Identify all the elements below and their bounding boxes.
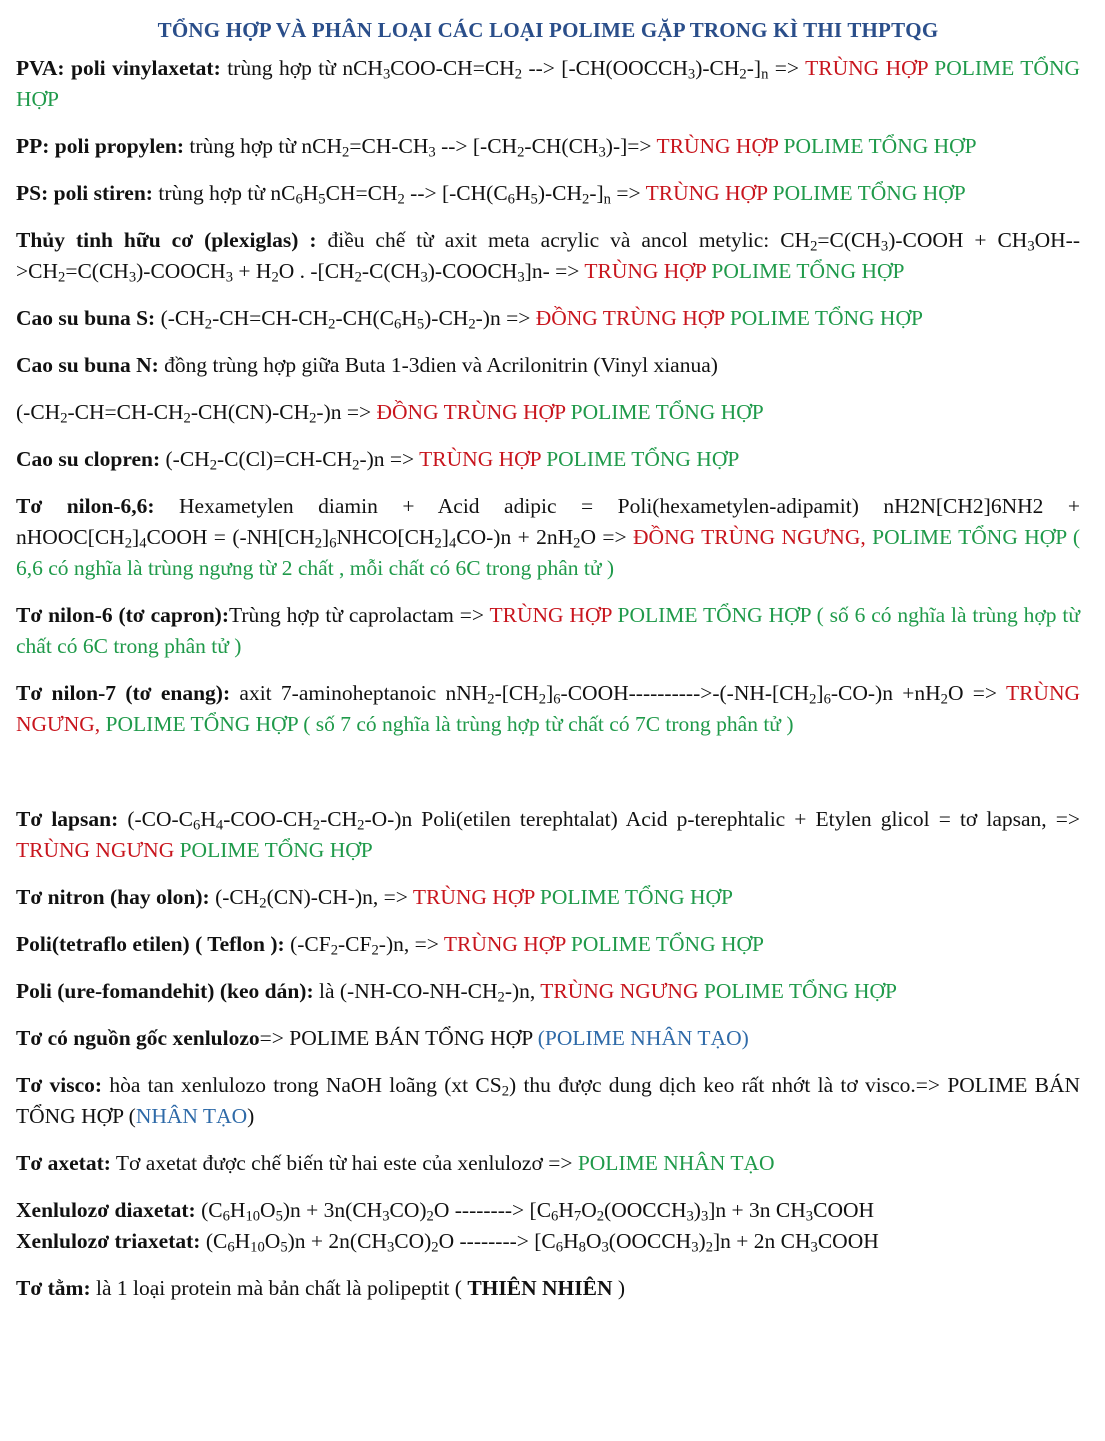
entry-name: Tơ tằm:	[16, 1276, 91, 1300]
entry-name: Tơ lapsan:	[16, 807, 119, 831]
polymer-class: POLIME TỔNG HỢP	[565, 400, 764, 424]
polymer-class: POLIME TỔNG HỢP	[16, 56, 1081, 111]
polymerization-type: TRÙNG HỢP	[412, 885, 535, 909]
entry-pva: PVA: poli vinylaxetat: trùng hợp từ $nCH_3COO-CH=CH_2$ --> $[-CH(OOCCH_3)-CH_2-]_n$ => TRÙNG HỢP POLIME TỔNG HỢP	[16, 56, 1081, 111]
entry-name: Poli(tetraflo etilen) ( Teflon ):	[16, 932, 285, 956]
entry-name: Xenlulozơ triaxetat:	[16, 1229, 201, 1253]
polymer-class: POLIME TỔNG HỢP	[778, 134, 977, 158]
entry-name: Tơ nilon-7 (tơ enang):	[16, 681, 231, 705]
entry-name: Cao su clopren:	[16, 447, 161, 471]
entry-to-tam: Tơ tằm: là 1 loại protein mà bản chất là polipeptit ( THIÊN NHIÊN )	[16, 1276, 626, 1300]
polymer-class: POLIME TỔNG HỢP	[698, 979, 897, 1003]
entry-triaxetat: Xenlulozơ triaxetat: $(C_6H_{10}O_5)n + 2n(CH_3CO)_2O$ --------> $[C_6H_8O_3(OOCCH_3)_2]n + 2n$ $CH_3COOH$	[16, 1229, 879, 1256]
polymer-class: POLIME TỔNG HỢP	[174, 838, 373, 862]
entry-visco: Tơ visco: hòa tan xenlulozo trong NaOH loãng (xt $CS_2$) thu được dung dịch keo rất nhớt là tơ visco.=> POLIME BÁN TỔNG HỢP (NHÂN TẠO)	[16, 1073, 1080, 1128]
polymerization-type: ĐỒNG TRÙNG HỢP	[535, 306, 725, 330]
polymerization-type: TRÙNG NGƯNG	[540, 979, 699, 1003]
entry-ure-fomandehit: Poli (ure-fomandehit) (keo dán): là $(-NH-CO-NH-CH_2-)n$, TRÙNG NGƯNG POLIME TỔNG HỢP	[16, 979, 897, 1006]
entry-name: Xenlulozơ diaxetat:	[16, 1198, 196, 1222]
polymer-class: THIÊN NHIÊN	[467, 1276, 613, 1300]
polymer-class: POLIME TỔNG HỢP ( số 7 có nghĩa là trùng hợp từ chất có 7C trong phân tử )	[100, 712, 794, 736]
entry-name: Tơ nitron (hay olon):	[16, 885, 210, 909]
polymer-class: POLIME TỔNG HỢP ( 6,6 có nghĩa là trùng ngưng từ 2 chất , mỗi chất có 6C trong phân tử )	[16, 525, 1081, 580]
polymerization-type: ĐỒNG TRÙNG HỢP	[376, 400, 566, 424]
polymer-class: POLIME TỔNG HỢP	[706, 259, 905, 283]
entry-nilon-6-6: Tơ nilon-6,6: Hexametylen diamin + Acid adipic = Poli(hexametylen-adipamit) $nH2N[CH2]6NH2 + nHOOC[CH_2]_4COOH$ = $(-NH[CH_2]_6NHCO[CH_2]_4CO-)n + 2nH_2O$ => ĐỒNG TRÙNG NGƯNG, POLIME TỔNG HỢP ( 6,6 có nghĩa là trùng ngưng từ 2 chất , mỗi chất có 6C trong phân tử )	[16, 494, 1081, 580]
entry-pp: PP: poli propylen: trùng hợp từ $nCH_2=CH-CH_3$ --> $[-CH_2-CH(CH_3)-]=>$ TRÙNG HỢP POLIME TỔNG HỢP	[16, 134, 977, 161]
entry-teflon: Poli(tetraflo etilen) ( Teflon ): $(-CF_2-CF_2-)n$, => TRÙNG HỢP POLIME TỔNG HỢP	[16, 932, 764, 959]
entry-name: PS: poli stiren:	[16, 181, 153, 205]
entry-xenlulozo-origin: Tơ có nguồn gốc xenlulozo=> POLIME BÁN TỔNG HỢP (POLIME NHÂN TẠO)	[16, 1026, 749, 1050]
polymerization-type: TRÙNG HỢP	[656, 134, 779, 158]
polymerization-type: TRÙNG HỢP	[805, 56, 928, 80]
entry-name: Tơ nilon-6 (tơ capron):	[16, 603, 229, 627]
entry-nilon-7: Tơ nilon-7 (tơ enang): axit 7-aminoheptanoic $nNH_2-[CH_2]_6-COOH---------->-(-NH-[CH_2]_6-CO-)n +nH_2O$ => TRÙNG NGƯNG, POLIME TỔNG HỢP ( số 7 có nghĩa là trùng hợp từ chất có 7C trong phân tử )	[16, 681, 1080, 736]
polymerization-type: TRÙNG HỢP	[584, 259, 706, 283]
polymerization-type: TRÙNG HỢP	[489, 603, 612, 627]
entry-name: Tơ axetat:	[16, 1151, 111, 1175]
polymer-class: POLIME TỔNG HỢP	[724, 306, 923, 330]
polymerization-type: TRÙNG NGƯNG	[16, 838, 175, 862]
polymerization-type: ĐỒNG TRÙNG NGƯNG,	[633, 525, 866, 549]
entry-nitron: Tơ nitron (hay olon): $(-CH_2(CN)-CH-)n$, => TRÙNG HỢP POLIME TỔNG HỢP	[16, 885, 734, 912]
entry-name: Tơ nilon-6,6:	[16, 494, 155, 518]
entry-plexiglas: Thủy tinh hữu cơ (plexiglas) : điều chế từ axit meta acrylic và ancol metylic: $CH_2=C(CH_3)$-COOH + $CH_3OH-->CH_2=C(CH_3)-COOCH_3 + H_2O$ . $-[CH_2-C(CH_3)-COOCH_3]n-$ => TRÙNG HỢP POLIME TỔNG HỢP	[16, 228, 1080, 286]
entry-name: Cao su buna S:	[16, 306, 156, 330]
entry-axetat: Tơ axetat: Tơ axetat được chế biến từ hai este của xenlulozơ => POLIME NHÂN TẠO	[16, 1151, 775, 1175]
polymer-class: POLIME TỔNG HỢP	[767, 181, 966, 205]
entry-name: Thủy tinh hữu cơ (plexiglas) :	[16, 228, 317, 252]
entry-diaxetat: Xenlulozơ diaxetat: $(C_6H_{10}O_5)n + 3n(CH_3CO)_2O$ --------> $[C_6H_7O_2(OOCCH_3)_3]n + 3n$ $CH_3COOH$	[16, 1198, 875, 1225]
polymerization-type: TRÙNG HỢP	[443, 932, 566, 956]
entry-name: Cao su buna N:	[16, 353, 159, 377]
entry-buna-n-formula: $(-CH_2-CH=CH-CH_2-CH(CN)-CH_2-)n$ => ĐỒNG TRÙNG HỢP POLIME TỔNG HỢP	[16, 400, 764, 427]
entry-buna-s: Cao su buna S: $(-CH_2-CH=CH-CH_2-CH(C_6H_5)-CH_2-)n$ => ĐỒNG TRÙNG HỢP POLIME TỔNG HỢP	[16, 306, 923, 333]
entry-name: Tơ có nguồn gốc xenlulozo	[16, 1026, 260, 1050]
polymer-class: POLIME TỔNG HỢP	[565, 932, 764, 956]
polymer-note: (POLIME NHÂN TẠO)	[537, 1026, 749, 1050]
polymerization-type: TRÙNG NGƯNG,	[16, 681, 1080, 736]
entry-buna-n: Cao su buna N: đồng trùng hợp giữa Buta 1-3dien và Acrilonitrin (Vinyl xianua)	[16, 353, 718, 377]
polymer-class: POLIME TỔNG HỢP	[540, 447, 740, 471]
entry-ps: PS: poli stiren: trùng hợp từ $nC_6H_5CH=CH_2$ --> $[-CH(C_6H_5)-CH_2-]_n$ => TRÙNG HỢP POLIME TỔNG HỢP	[16, 181, 966, 208]
page-title: TỔNG HỢP VÀ PHÂN LOẠI CÁC LOẠI POLIME GẶP TRONG KÌ THI THPTQG	[157, 18, 939, 42]
polymer-class: POLIME NHÂN TẠO	[577, 1151, 775, 1175]
entry-clopren: Cao su clopren: $(-CH_2-C(Cl)=CH-CH_2-)n$ => TRÙNG HỢP POLIME TỔNG HỢP	[16, 447, 740, 474]
entry-name: PP: poli propylen:	[16, 134, 185, 158]
entry-nilon-6: Tơ nilon-6 (tơ capron):Trùng hợp từ caprolactam => TRÙNG HỢP POLIME TỔNG HỢP ( số 6 có nghĩa là trùng hợp từ chất có 6C trong phân tử )	[16, 603, 1080, 658]
polymerization-type: TRÙNG HỢP	[645, 181, 768, 205]
entry-name: Poli (ure-fomandehit) (keo dán):	[16, 979, 314, 1003]
polymer-class: POLIME TỔNG HỢP	[534, 885, 734, 909]
polymer-class: POLIME TỔNG HỢP ( số 6 có nghĩa là trùng hợp từ chất có 6C trong phân tử )	[16, 603, 1080, 658]
entry-lapsan: Tơ lapsan: $(-CO-C_6H_4-COO-CH_2-CH_2-O-)n$ Poli(etilen terephtalat) Acid p-terephtalic + Etylen glicol = tơ lapsan, => TRÙNG NGƯNG POLIME TỔNG HỢP	[16, 807, 1081, 862]
polymerization-type: TRÙNG HỢP	[419, 447, 541, 471]
entry-name: PVA: poli vinylaxetat:	[16, 56, 221, 80]
entry-name: Tơ visco:	[16, 1073, 103, 1097]
polymer-note: NHÂN TẠO	[135, 1104, 248, 1128]
